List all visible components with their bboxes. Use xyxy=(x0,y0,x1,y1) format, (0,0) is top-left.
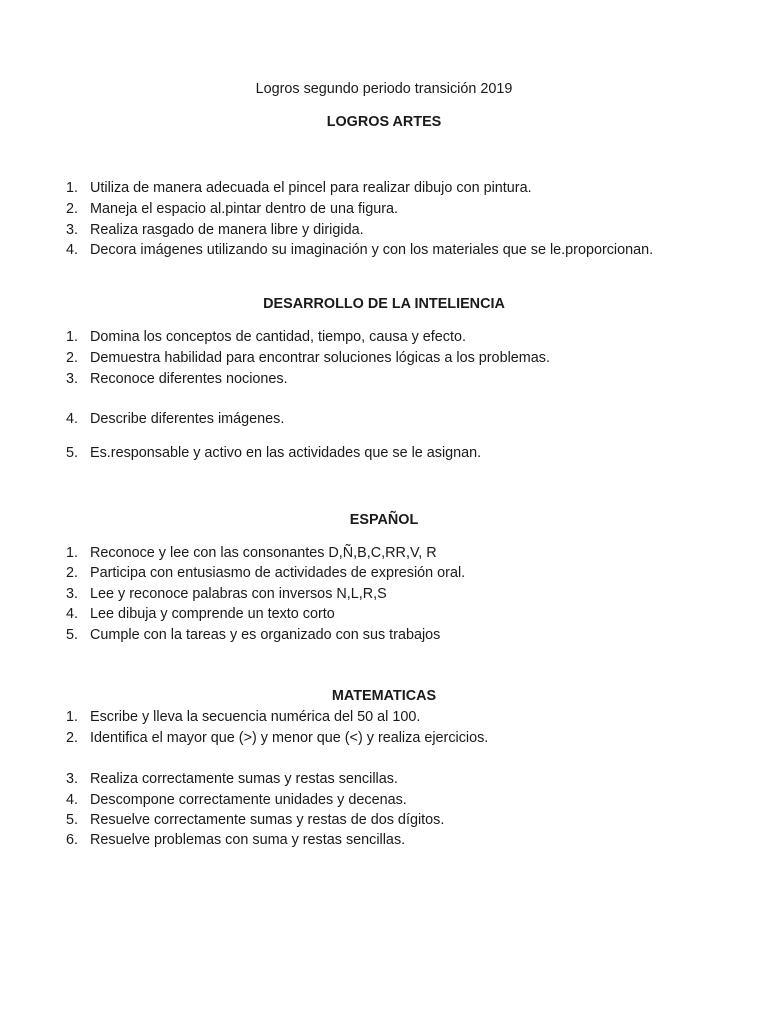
list-item-text: Participa con entusiasmo de actividades de expresión oral. xyxy=(90,565,466,581)
list-item xyxy=(0,707,768,728)
list-item-text: Decora imágenes utilizando su imaginación y con los materiales que se le.proporcionan. xyxy=(90,242,654,258)
section-heading-espanol: ESPAÑOL xyxy=(349,512,419,528)
list-item xyxy=(0,240,768,261)
list-item xyxy=(0,584,768,605)
list-item-text: Realiza correctamente sumas y restas sencillas. xyxy=(90,771,398,787)
list-item-number: 4. xyxy=(66,606,79,622)
list-item xyxy=(0,543,768,564)
list-item-text: Cumple con la tareas y es organizado con sus trabajos xyxy=(90,627,441,643)
list-item-text: Demuestra habilidad para encontrar soluciones lógicas a los problemas. xyxy=(90,350,550,366)
list-item-number: 1. xyxy=(66,709,79,725)
list-item xyxy=(0,563,768,584)
list-item-number: 3. xyxy=(66,771,79,787)
list-item-number: 2. xyxy=(66,730,79,746)
list-item xyxy=(0,443,768,464)
list-item xyxy=(0,604,768,625)
list-item-number: 4. xyxy=(66,411,79,427)
list-item-text: Escribe y lleva la secuencia numérica del 50 al 100. xyxy=(90,709,421,725)
list-item-text: Lee y reconoce palabras con inversos N,L,R,S xyxy=(90,586,387,602)
list-item-number: 1. xyxy=(66,180,79,196)
list-item xyxy=(0,327,768,348)
list-item xyxy=(0,810,768,831)
list-item-number: 3. xyxy=(66,586,79,602)
list-item-text: Descompone correctamente unidades y decenas. xyxy=(90,792,407,808)
list-item-number: 3. xyxy=(66,371,79,387)
list-item-text: Maneja el espacio al.pintar dentro de una figura. xyxy=(90,201,399,217)
list-item-text: Realiza rasgado de manera libre y dirigida. xyxy=(90,222,364,238)
list-item xyxy=(0,830,768,851)
list-item-text: Identifica el mayor que (>) y menor que (<) y realiza ejercicios. xyxy=(90,730,489,746)
list-item xyxy=(0,178,768,199)
list-item-number: 5. xyxy=(66,627,79,643)
list-item xyxy=(0,790,768,811)
list-item-number: 1. xyxy=(66,545,79,561)
list-item-number: 6. xyxy=(66,832,79,848)
list-item-number: 5. xyxy=(66,812,79,828)
list-item-text: Utiliza de manera adecuada el pincel para realizar dibujo con pintura. xyxy=(90,180,532,196)
list-item-number: 4. xyxy=(66,242,79,258)
list-item-number: 2. xyxy=(66,201,79,217)
list-item-number: 1. xyxy=(66,329,79,345)
list-item-number: 2. xyxy=(66,350,79,366)
list-item-text: Domina los conceptos de cantidad, tiempo, causa y efecto. xyxy=(90,329,466,345)
list-item-text: Reconoce y lee con las consonantes D,Ñ,B,C,RR,V, R xyxy=(90,545,437,561)
list-item-number: 5. xyxy=(66,445,79,461)
list-item xyxy=(0,220,768,241)
list-item xyxy=(0,199,768,220)
list-item-text: Resuelve problemas con suma y restas sencillas. xyxy=(90,832,406,848)
list-item-text: Reconoce diferentes nociones. xyxy=(90,371,288,387)
list-item-text: Es.responsable y activo en las actividades que se le asignan. xyxy=(90,445,482,461)
list-item-text: Describe diferentes imágenes. xyxy=(90,411,285,427)
list-item xyxy=(0,625,768,646)
list-item-text: Resuelve correctamente sumas y restas de dos dígitos. xyxy=(90,812,445,828)
list-item xyxy=(0,409,768,430)
list-item xyxy=(0,769,768,790)
list-item xyxy=(0,728,768,749)
list-item-number: 4. xyxy=(66,792,79,808)
list-item-text: Lee dibuja y comprende un texto corto xyxy=(90,606,335,622)
section-heading-matematicas: MATEMATICAS xyxy=(331,688,437,704)
list-item xyxy=(0,369,768,390)
section-heading-inteligencia: DESARROLLO DE LA INTELIENCIA xyxy=(263,296,505,312)
section-heading-artes: LOGROS ARTES xyxy=(326,114,442,130)
list-item-number: 2. xyxy=(66,565,79,581)
list-item-number: 3. xyxy=(66,222,79,238)
list-item xyxy=(0,348,768,369)
document-title: Logros segundo periodo transición 2019 xyxy=(255,81,513,97)
